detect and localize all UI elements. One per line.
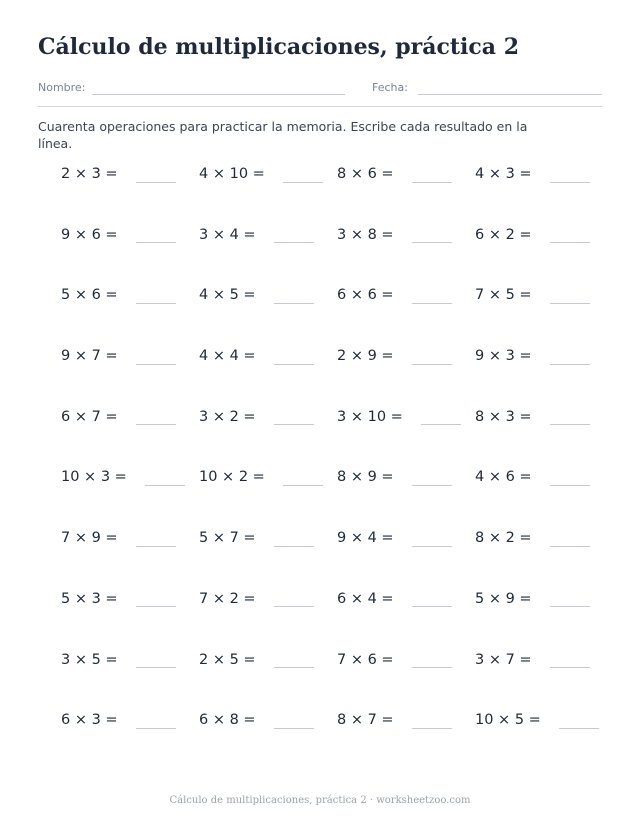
answer-line[interactable] [136, 667, 176, 668]
problem-expression: 2 × 5 = [199, 651, 256, 668]
problem-expression: 10 × 5 = [475, 712, 541, 729]
answer-line[interactable] [136, 728, 176, 729]
answer-line[interactable] [136, 303, 176, 304]
problem-expression: 6 × 2 = [475, 226, 532, 243]
problem-expression: 2 × 3 = [61, 166, 118, 182]
problem-expression: 7 × 6 = [337, 651, 394, 668]
problem-item [61, 335, 199, 377]
problem-item [199, 517, 337, 559]
problem-expression: 9 × 6 = [61, 226, 118, 243]
answer-line[interactable] [412, 606, 452, 607]
problem-item [61, 274, 199, 316]
problem-expression: 3 × 8 = [337, 226, 394, 243]
problem-expression: 8 × 3 = [475, 408, 532, 425]
problem-item [475, 578, 613, 620]
answer-line[interactable] [274, 667, 314, 668]
date-label: Fecha: [372, 81, 408, 94]
answer-line[interactable] [274, 728, 314, 729]
problem-item [199, 396, 337, 438]
problem-item [337, 456, 475, 498]
answer-line[interactable] [136, 606, 176, 607]
answer-line[interactable] [274, 303, 314, 304]
problem-item [61, 699, 199, 741]
problem-item [199, 274, 337, 316]
problem-expression: 8 × 2 = [475, 530, 532, 547]
problem-expression: 5 × 6 = [61, 287, 118, 304]
answer-line[interactable] [412, 303, 452, 304]
problem-expression: 3 × 10 = [337, 408, 403, 425]
problem-grid [61, 153, 621, 760]
answer-line[interactable] [136, 242, 176, 243]
answer-line[interactable] [550, 424, 590, 425]
problem-item [199, 456, 337, 498]
problem-item [199, 699, 337, 741]
answer-line[interactable] [145, 485, 185, 486]
problem-expression: 6 × 6 = [337, 287, 394, 304]
answer-line[interactable] [421, 424, 461, 425]
answer-line[interactable] [550, 485, 590, 486]
problem-item [337, 699, 475, 741]
answer-line[interactable] [550, 667, 590, 668]
answer-line[interactable] [274, 364, 314, 365]
answer-line[interactable] [136, 546, 176, 547]
answer-line[interactable] [550, 182, 590, 183]
problem-item [475, 699, 613, 741]
instructions: Cuarenta operaciones para practicar la memoria. Escribe cada resultado en la línea. [38, 119, 528, 151]
problem-expression: 3 × 5 = [61, 651, 118, 668]
problem-expression: 7 × 5 = [475, 287, 532, 304]
problem-item [337, 274, 475, 316]
problem-expression: 9 × 7 = [61, 348, 118, 365]
answer-line[interactable] [412, 485, 452, 486]
problem-expression: 9 × 3 = [475, 348, 532, 365]
problem-item [337, 396, 475, 438]
answer-line[interactable] [136, 424, 176, 425]
problem-item [199, 214, 337, 256]
problem-item [199, 153, 337, 195]
problem-expression: 7 × 9 = [61, 530, 118, 547]
problem-expression: 3 × 2 = [199, 408, 256, 425]
problem-item [61, 578, 199, 620]
problem-item [61, 517, 199, 559]
problem-item [475, 153, 613, 195]
problem-expression: 7 × 2 = [199, 590, 256, 607]
problem-expression: 10 × 2 = [199, 469, 265, 486]
problem-expression: 9 × 4 = [337, 530, 394, 547]
name-field[interactable] [92, 94, 345, 95]
problem-item [61, 153, 199, 195]
problem-expression: 4 × 6 = [475, 469, 532, 486]
problem-expression: 6 × 7 = [61, 408, 118, 425]
problem-item [475, 517, 613, 559]
answer-line[interactable] [412, 667, 452, 668]
problem-expression: 4 × 3 = [475, 166, 532, 182]
problem-item [199, 578, 337, 620]
problem-expression: 5 × 9 = [475, 590, 532, 607]
problem-expression: 8 × 7 = [337, 712, 394, 729]
answer-line[interactable] [550, 546, 590, 547]
problem-expression: 5 × 7 = [199, 530, 256, 547]
problem-item [337, 335, 475, 377]
problem-item [475, 214, 613, 256]
answer-line[interactable] [136, 182, 176, 183]
answer-line[interactable] [412, 182, 452, 183]
answer-line[interactable] [274, 242, 314, 243]
answer-line[interactable] [274, 424, 314, 425]
answer-line[interactable] [559, 728, 599, 729]
problem-expression: 4 × 5 = [199, 287, 256, 304]
problem-item [337, 214, 475, 256]
problem-item [337, 517, 475, 559]
answer-line[interactable] [412, 728, 452, 729]
problem-item [475, 274, 613, 316]
answer-line[interactable] [550, 364, 590, 365]
page-title: Cálculo de multiplicaciones, práctica 2 [38, 34, 520, 60]
answer-line[interactable] [550, 606, 590, 607]
problem-item [61, 214, 199, 256]
problem-expression: 6 × 8 = [199, 712, 256, 729]
problem-expression: 6 × 4 = [337, 590, 394, 607]
problem-expression: 5 × 3 = [61, 590, 118, 607]
name-label: Nombre: [38, 81, 86, 94]
problem-expression: 4 × 4 = [199, 348, 256, 365]
answer-line[interactable] [274, 606, 314, 607]
problem-expression: 3 × 4 = [199, 226, 256, 243]
answer-line[interactable] [283, 182, 323, 183]
problem-item [475, 639, 613, 681]
answer-line[interactable] [274, 546, 314, 547]
problem-item [475, 396, 613, 438]
problem-expression: 4 × 10 = [199, 166, 265, 182]
problem-item [199, 639, 337, 681]
problem-item [61, 396, 199, 438]
problem-expression: 6 × 3 = [61, 712, 118, 729]
answer-line[interactable] [412, 546, 452, 547]
problem-item [337, 578, 475, 620]
answer-line[interactable] [136, 364, 176, 365]
answer-line[interactable] [550, 303, 590, 304]
page-footer: Cálculo de multiplicaciones, práctica 2 · worksheetzoo.com [169, 795, 471, 806]
answer-line[interactable] [550, 242, 590, 243]
problem-item [199, 335, 337, 377]
problem-item [61, 639, 199, 681]
answer-line[interactable] [412, 364, 452, 365]
problem-expression: 8 × 9 = [337, 469, 394, 486]
problem-item [337, 153, 475, 195]
problem-expression: 10 × 3 = [61, 469, 127, 486]
answer-line[interactable] [412, 242, 452, 243]
problem-expression: 3 × 7 = [475, 651, 532, 668]
answer-line[interactable] [283, 485, 323, 486]
date-field[interactable] [418, 94, 602, 95]
problem-item [475, 335, 613, 377]
problem-expression: 2 × 9 = [337, 348, 394, 365]
problem-item [337, 639, 475, 681]
problem-item [61, 456, 199, 498]
problem-expression: 8 × 6 = [337, 166, 394, 182]
problem-item [475, 456, 613, 498]
header-divider [38, 106, 602, 107]
